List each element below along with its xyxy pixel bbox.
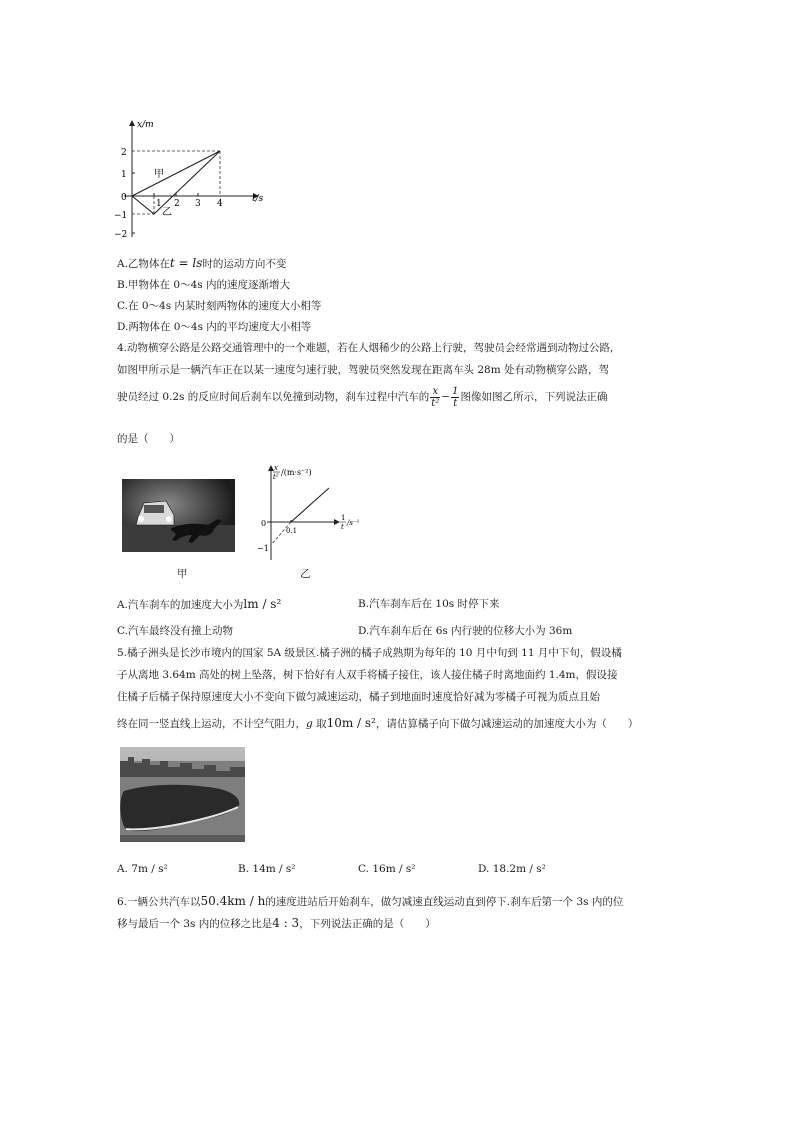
q5-g-symbol: g <box>306 718 313 730</box>
y-tick-1: 1 <box>121 170 127 180</box>
graph2-frac-t2: t² <box>273 473 279 481</box>
graph2-x-label: /s⁻¹ <box>347 519 360 527</box>
x-t-graph <box>110 115 280 245</box>
q4-option-d: D.汽车刹车后在 6s 内行驶的位移大小为 36m <box>358 625 573 637</box>
q5-line-3: 住橘子后橘子保持原速度大小不变向下做匀减速运动，橘子到地面时速度恰好减为零橘子可视为质点且始 <box>117 691 600 703</box>
label-jia: 甲 <box>154 169 164 180</box>
q6-speed-value: 50.4km / h <box>200 894 266 908</box>
graph2-frac-one: 1 <box>341 514 346 522</box>
q3-option-c: C.在 0～4s 内某时刻两物体的速度大小相等 <box>117 300 322 312</box>
q3-option-a: A.乙物体在t = ls时的运动方向不变 <box>117 256 287 270</box>
q3-option-a-math: t = ls <box>169 256 203 270</box>
q5-option-c: C. 16m / s² <box>358 863 416 875</box>
graph2-frac-x: x <box>274 464 278 472</box>
graph2-tick-x: 0.1 <box>286 527 298 535</box>
q4-line-3: 驶员经过 0.2s 的反应时间后刹车以免撞到动物，刹车过程中汽车的 $\frac{x}{\text{t²}}$ − $\frac{1}{t}$ 图像如图乙所示，下列说法正确 <box>117 385 608 409</box>
q4-frac-x-t2: $\frac{x}{\text{t²}}$ <box>431 385 440 409</box>
q6-ratio-value: 4 : 3 <box>272 916 300 930</box>
q4-line-1: 4.动物横穿公路是公路交通管理中的一个难题，若在人烟稀少的公路上行驶，驾驶员会经常遇到动物过公路, <box>117 342 614 354</box>
q3-option-d: D.两物体在 0～4s 内的平均速度大小相等 <box>117 321 312 333</box>
q4-option-a-math: lm / s² <box>243 597 282 611</box>
q4-option-a: A.汽车刹车的加速度大小为lm / s² <box>117 597 282 611</box>
q6-line-1: 6.一辆公共汽车以50.4km / h的速度进站后开始刹车，做匀减速直线运动直到停下.刹车后第一个 3s 内的位 <box>117 894 624 908</box>
q5-line-4: 终在同一竖直线上运动，不计空气阻力，g 取10m / s²，请估算橘子向下做匀减速运动的加速度大小为（ ） <box>117 716 639 730</box>
q4-line-4: 的是（ ） <box>117 433 180 445</box>
q4-line-2: 如图甲所示是一辆汽车正在以某一速度匀速行驶，驾驶员突然发现在距离车头 28m 处有动物横穿公路，驾 <box>117 364 609 376</box>
caption-jia: 甲 <box>177 568 188 580</box>
x-tick-1: 1 <box>156 199 162 209</box>
graph2-origin: 0 <box>261 519 267 528</box>
y-tick-2: 2 <box>121 148 127 158</box>
q4-option-b: B.汽车刹车后在 10s 时停下来 <box>358 598 500 610</box>
y-tick-neg1: −1 <box>114 211 128 221</box>
y-tick-neg2: −2 <box>114 230 128 240</box>
q6-line-2: 移与最后一个 3s 内的位移之比是4 : 3，下列说法正确的是（ ） <box>117 916 436 930</box>
q5-line-2: 子从离地 3.64m 高处的树上坠落，树下恰好有人双手将橘子接住，该人接住橘子时离地面约 1.4m，假设接 <box>117 669 618 681</box>
graph2-y-label: /(m·s⁻²) <box>281 468 312 477</box>
q5-option-d: D. 18.2m / s² <box>478 863 546 875</box>
q3-option-b: B.甲物体在 0～4s 内的速度逐渐增大 <box>117 279 290 291</box>
series-jia-line <box>132 151 220 196</box>
q5-option-b: B. 14m / s² <box>238 863 296 875</box>
x-t2-vs-1-over-t-graph <box>255 460 375 562</box>
graph2-tick-y: −1 <box>257 544 269 553</box>
x-tick-2: 2 <box>174 199 180 209</box>
y-tick-0: 0 <box>121 193 127 203</box>
label-yi: 乙 <box>162 207 172 218</box>
car-deer-photo <box>122 479 235 552</box>
q5-line-1: 5.橘子洲头是长沙市境内的国家 5A 级景区.橘子洲的橘子成熟期为每年的 10 月中旬到 11 月中下旬，假设橘 <box>117 647 622 659</box>
graph2-solid-line <box>291 488 329 522</box>
q4-option-c: C.汽车最终没有撞上动物 <box>117 625 233 637</box>
x-tick-4: 4 <box>217 199 223 209</box>
q5-g-value: 10m / s² <box>326 716 376 730</box>
x-tick-3: 3 <box>195 199 201 209</box>
x-axis-label: t/s <box>252 194 264 204</box>
y-axis-label: x/m <box>137 120 154 130</box>
graph2-frac-t: t <box>341 523 344 531</box>
q4-frac-1-t: $\frac{1}{t}$ <box>452 385 459 409</box>
q5-option-a: A. 7m / s² <box>117 863 168 875</box>
orange-isle-photo <box>120 747 245 842</box>
caption-yi: 乙 <box>300 568 311 580</box>
